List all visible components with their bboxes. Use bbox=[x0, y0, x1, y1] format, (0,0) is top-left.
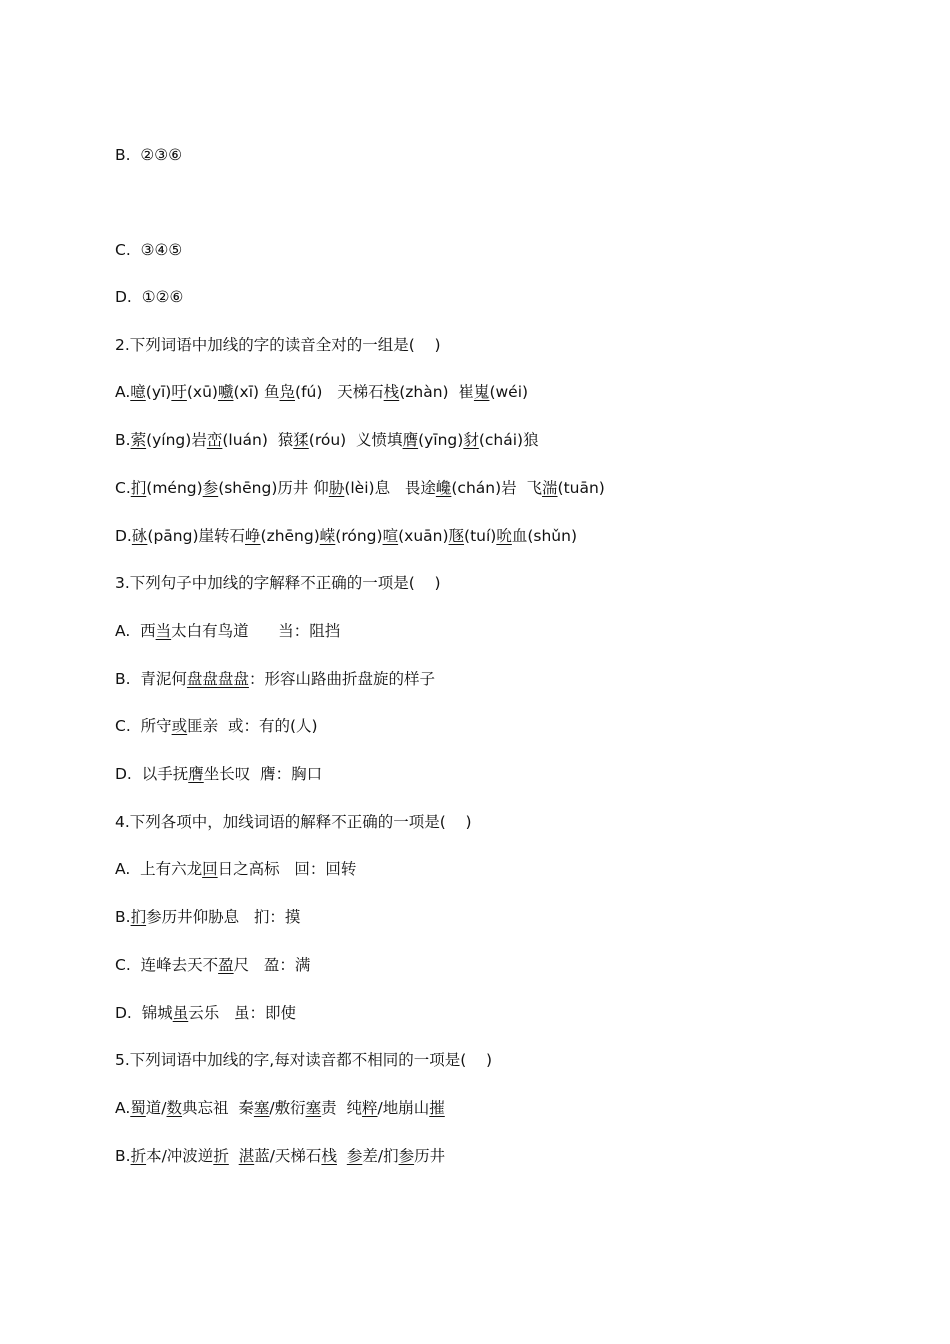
text-segment: B. 青泥何 bbox=[115, 670, 187, 688]
text-segment: (xū) bbox=[186, 383, 218, 401]
text-segment: (fú) 天梯石 bbox=[295, 383, 384, 401]
text-segment: 2.下列词语中加线的字的读音全对的一组是( ) bbox=[115, 336, 441, 354]
underlined-word: 盘盘盘盘 bbox=[186, 670, 249, 688]
text-segment: (wéi) bbox=[489, 383, 529, 401]
underlined-word: 砯 bbox=[131, 527, 148, 545]
underlined-word: 虽 bbox=[172, 1004, 189, 1022]
underlined-word: 膺 bbox=[402, 431, 419, 449]
underlined-word: 豺 bbox=[463, 431, 479, 449]
text-segment: A. 西 bbox=[115, 622, 156, 640]
underlined-word: 巉 bbox=[435, 479, 452, 497]
text-segment: A. bbox=[115, 383, 131, 401]
text-segment: 匪亲 或：有的(人) bbox=[187, 717, 318, 735]
underlined-word: 参 bbox=[202, 479, 219, 497]
text-segment: (róu) 义愤填 bbox=[308, 431, 403, 449]
text-segment: 道/ bbox=[145, 1099, 167, 1117]
underlined-word: 盈 bbox=[218, 956, 234, 974]
text-segment: 蓝/天梯石 bbox=[254, 1147, 322, 1165]
text-segment: 典忘祖 秦 bbox=[182, 1099, 254, 1117]
text-line bbox=[115, 764, 915, 784]
text-line bbox=[115, 669, 915, 689]
underlined-word: 嵘 bbox=[319, 527, 336, 545]
underlined-word: 参 bbox=[398, 1147, 415, 1165]
text-segment: 历井 bbox=[414, 1147, 446, 1165]
text-segment: 坐长叹 膺：胸口 bbox=[203, 765, 323, 783]
underlined-word: 胁 bbox=[328, 479, 345, 497]
text-line bbox=[115, 1098, 915, 1118]
text-segment: (xī) 鱼 bbox=[233, 383, 280, 401]
text-segment: (lèi)息 畏途 bbox=[344, 479, 436, 497]
underlined-word: 栈 bbox=[321, 1147, 337, 1165]
underlined-word: 折 bbox=[213, 1147, 229, 1165]
text-segment: D. 以手抚 bbox=[115, 765, 189, 783]
text-segment: (yī) bbox=[145, 383, 172, 401]
underlined-word: 扪 bbox=[130, 479, 147, 497]
underlined-word: 扪 bbox=[130, 908, 147, 926]
text-segment: ：形容山路曲折盘旋的样子 bbox=[248, 670, 435, 688]
text-segment: C. bbox=[115, 479, 131, 497]
underlined-word: 吁 bbox=[171, 383, 187, 401]
text-segment: (méng) bbox=[146, 479, 203, 497]
underlined-word: 噫 bbox=[130, 383, 146, 401]
text-segment: (shēng)历井 仰 bbox=[218, 479, 329, 497]
text-segment: B. bbox=[115, 1147, 131, 1165]
underlined-word: 参 bbox=[346, 1147, 363, 1165]
text-segment: 3.下列句子中加线的字解释不正确的一项是( ) bbox=[115, 574, 441, 592]
underlined-word: 湛 bbox=[238, 1147, 255, 1165]
underlined-word: 塞 bbox=[305, 1099, 322, 1117]
text-line bbox=[115, 478, 915, 498]
text-line bbox=[115, 145, 915, 165]
text-line bbox=[115, 859, 915, 879]
text-line bbox=[115, 1003, 915, 1023]
text-segment: 参历井仰胁息 扪：摸 bbox=[146, 908, 301, 926]
text-segment: 5.下列词语中加线的字,每对读音都不相同的一项是( ) bbox=[115, 1051, 493, 1069]
underlined-word: 折 bbox=[130, 1147, 147, 1165]
text-line bbox=[115, 812, 915, 832]
underlined-word: 膺 bbox=[188, 765, 204, 783]
underlined-word: 嵬 bbox=[473, 383, 490, 401]
text-segment: 本/冲波逆 bbox=[146, 1147, 214, 1165]
text-segment: (tuí) bbox=[464, 527, 497, 545]
text-segment: (róng) bbox=[335, 527, 383, 545]
text-segment: 4.下列各项中，加线词语的解释不正确的一项是( ) bbox=[115, 813, 472, 831]
text-segment: (chái)狼 bbox=[478, 431, 539, 449]
underlined-word: 峦 bbox=[206, 431, 223, 449]
underlined-word: 蜀 bbox=[130, 1099, 146, 1117]
text-segment: C. 连峰去天不 bbox=[115, 956, 219, 974]
text-line bbox=[115, 287, 915, 307]
text-line bbox=[115, 907, 915, 927]
underlined-word: 粹 bbox=[362, 1099, 378, 1117]
text-segment: B. bbox=[115, 908, 131, 926]
text-segment: 日之高标 回：回转 bbox=[217, 860, 357, 878]
underlined-word: 数 bbox=[166, 1099, 183, 1117]
underlined-word: 塞 bbox=[253, 1099, 270, 1117]
underlined-word: 峥 bbox=[245, 527, 261, 545]
text-segment: (zhàn) 崔 bbox=[399, 383, 474, 401]
underlined-word: 喧 bbox=[382, 527, 399, 545]
text-segment: (luán) 猿 bbox=[222, 431, 294, 449]
text-segment: /地崩山 bbox=[377, 1099, 430, 1117]
text-segment: A. 上有六龙 bbox=[115, 860, 203, 878]
underlined-word: 猱 bbox=[293, 431, 309, 449]
text-segment: B. bbox=[115, 431, 131, 449]
text-line bbox=[115, 526, 915, 546]
text-line bbox=[115, 1146, 915, 1166]
text-segment: D. bbox=[115, 527, 132, 545]
text-line bbox=[115, 240, 915, 260]
text-line bbox=[115, 573, 915, 593]
text-line bbox=[115, 335, 915, 355]
text-segment: A. bbox=[115, 1099, 131, 1117]
underlined-word: 嚱 bbox=[217, 383, 234, 401]
text-line bbox=[115, 382, 915, 402]
text-segment bbox=[229, 1147, 239, 1165]
text-segment: (yīng) bbox=[418, 431, 464, 449]
text-segment: (pāng)崖转石 bbox=[147, 527, 245, 545]
text-segment: (chán)岩 飞 bbox=[451, 479, 542, 497]
underlined-word: 当 bbox=[155, 622, 172, 640]
underlined-word: 凫 bbox=[279, 383, 296, 401]
text-segment: (xuān) bbox=[398, 527, 449, 545]
text-segment: 血(shǔn) bbox=[511, 527, 578, 545]
text-line bbox=[115, 1050, 915, 1070]
text-segment: 差/扪 bbox=[362, 1147, 399, 1165]
text-line bbox=[115, 716, 915, 736]
text-segment: B. ②③⑥ bbox=[115, 146, 183, 164]
text-segment: C. ③④⑤ bbox=[115, 241, 183, 259]
underlined-word: 湍 bbox=[542, 479, 558, 497]
text-segment: D. 锦城 bbox=[115, 1004, 173, 1022]
text-segment: 太白有鸟道 当：阻挡 bbox=[171, 622, 341, 640]
text-line bbox=[115, 430, 915, 450]
text-segment: (zhēng) bbox=[260, 527, 320, 545]
text-segment: (yíng)岩 bbox=[146, 431, 207, 449]
text-segment: /敷衍 bbox=[269, 1099, 306, 1117]
underlined-word: 或 bbox=[171, 717, 188, 735]
text-segment: C. 所守 bbox=[115, 717, 172, 735]
text-segment: 责 纯 bbox=[321, 1099, 363, 1117]
text-segment: D. ①②⑥ bbox=[115, 288, 184, 306]
underlined-word: 回 bbox=[202, 860, 218, 878]
underlined-word: 豗 bbox=[448, 527, 465, 545]
underlined-word: 摧 bbox=[429, 1099, 445, 1117]
underlined-word: 吮 bbox=[496, 527, 512, 545]
text-segment bbox=[337, 1147, 347, 1165]
text-line bbox=[115, 955, 915, 975]
underlined-word: 栈 bbox=[383, 383, 400, 401]
text-segment: 云乐 虽：即使 bbox=[188, 1004, 297, 1022]
underlined-word: 萦 bbox=[130, 431, 147, 449]
text-segment: 尺 盈：满 bbox=[233, 956, 311, 974]
text-segment: (tuān) bbox=[557, 479, 605, 497]
text-line bbox=[115, 621, 915, 641]
